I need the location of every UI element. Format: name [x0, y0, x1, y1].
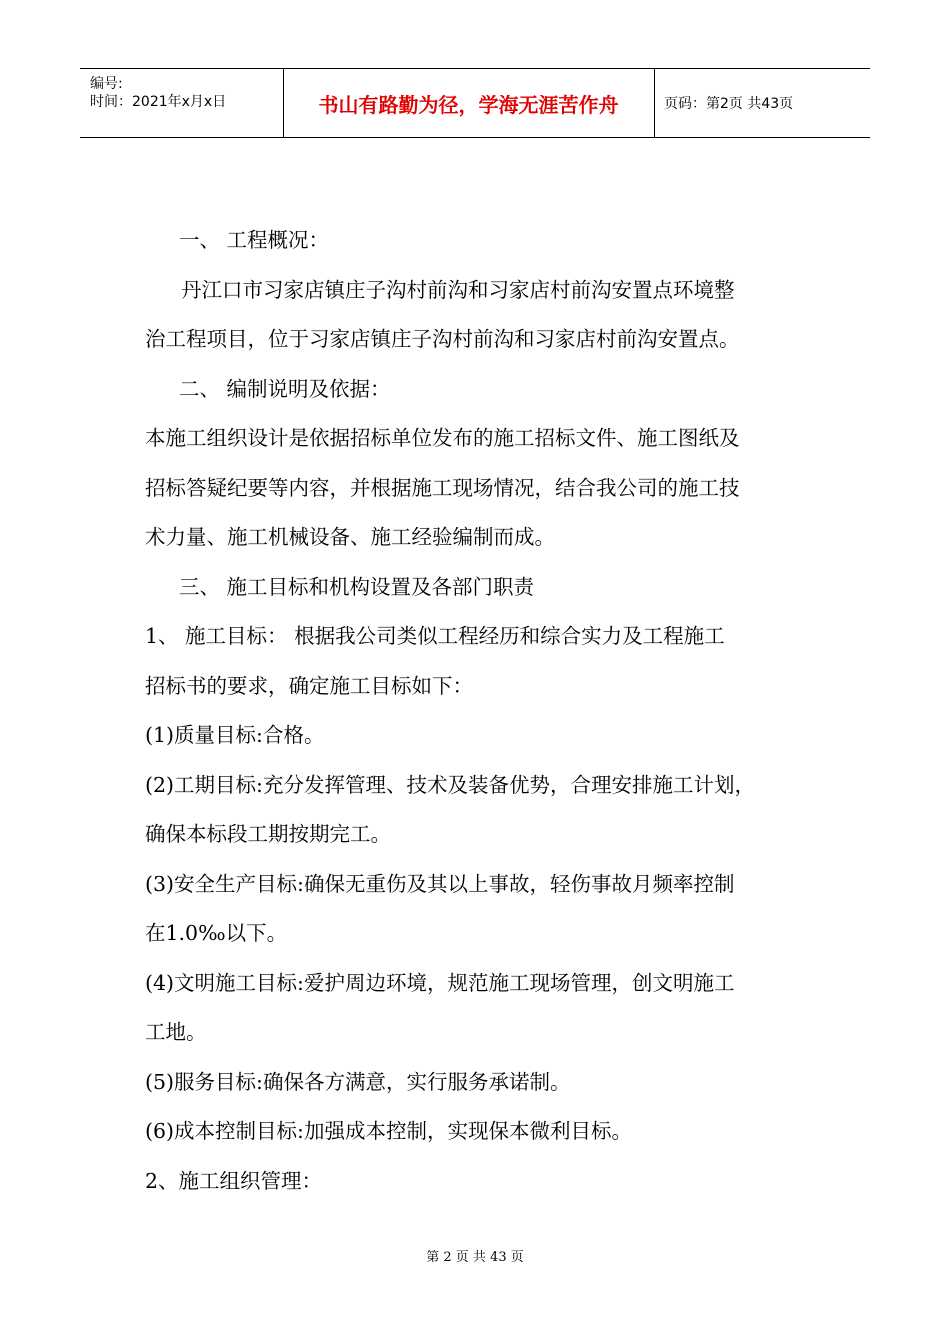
section-heading-basis: 二、 编制说明及依据：	[179, 376, 391, 401]
paragraph-line: 工地。	[145, 1020, 207, 1044]
paragraph-line: 1、 施工目标： 根据我公司类似工程经历和综合实力及工程施工	[145, 624, 725, 648]
paragraph-line: 本施工组织设计是依据招标单位发布的施工招标文件、施工图纸及	[145, 426, 740, 450]
paragraph-line: 确保本标段工期按期完工。	[145, 822, 391, 846]
paragraph-line: 招标答疑纪要等内容，并根据施工现场情况，结合我公司的施工技	[145, 475, 740, 500]
section-heading-overview: 一、 工程概况：	[179, 228, 330, 252]
paragraph-line: 丹江口市习家店镇庄子沟村前沟和习家店村前沟安置点环境整	[181, 277, 735, 302]
list-item: (3)安全生产目标:确保无重伤及其以上事故，轻伤事故月频率控制	[145, 871, 735, 896]
page-header	[80, 68, 870, 138]
document-number-label: 编号:	[90, 76, 123, 92]
list-item: (4)文明施工目标:爱护周边环境，规范施工现场管理，创文明施工	[145, 970, 735, 995]
list-item: (5)服务目标:确保各方满意，实行服务承诺制。	[145, 1069, 571, 1094]
document-date-label: 时间：2021年x月x日	[90, 94, 227, 110]
page-footer: 第 2 页 共 43 页	[426, 1250, 524, 1265]
header-page-info: 页码：第2页 共43页	[664, 96, 794, 112]
section-heading-organization: 2、施工组织管理：	[145, 1168, 323, 1193]
list-item: (6)成本控制目标:加强成本控制，实现保本微利目标。	[145, 1119, 632, 1143]
section-heading-goals: 三、 施工目标和机构设置及各部门职责	[179, 574, 535, 599]
header-motto: 书山有路勤为径，学海无涯苦作舟	[283, 69, 655, 137]
paragraph-line: 治工程项目，位于习家店镇庄子沟村前沟和习家店村前沟安置点。	[145, 327, 740, 351]
header-meta-cell	[80, 69, 284, 137]
list-item: (1)质量目标:合格。	[145, 723, 325, 747]
paragraph-line: 术力量、施工机械设备、施工经验编制而成。	[145, 525, 555, 549]
paragraph-line: 在1.0‰以下。	[145, 921, 288, 945]
list-item: (2)工期目标:充分发挥管理、技术及装备优势，合理安排施工计划，	[145, 772, 755, 797]
paragraph-line: 招标书的要求，确定施工目标如下：	[145, 673, 473, 698]
document-body	[145, 216, 825, 1206]
